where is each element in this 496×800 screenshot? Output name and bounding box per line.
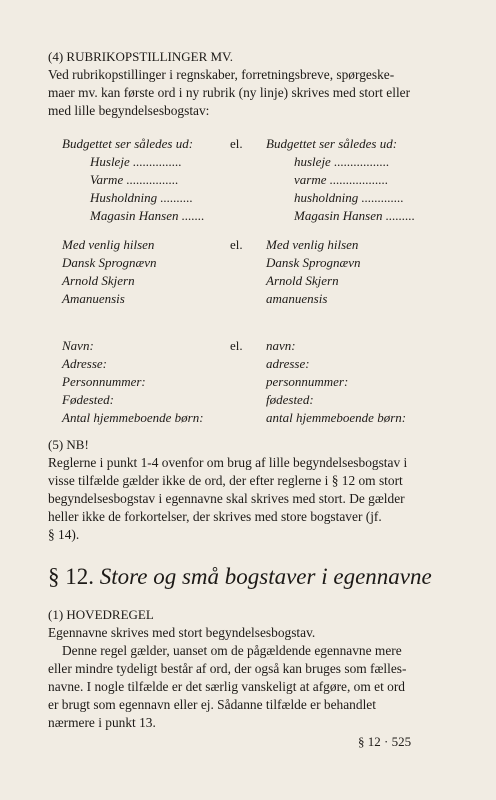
nb-heading: (5) NB! <box>48 437 89 452</box>
rubrik-intro <box>48 66 450 120</box>
hovedregel-heading: (1) HOVEDREGEL <box>48 607 154 622</box>
example-line: Antal hjemmeboende børn: <box>62 410 204 425</box>
example-line: Dansk Sprognævn <box>62 255 157 270</box>
rubrik-intro-line: maer mv. kan første ord i ny rubrik (ny linje) skrives med stort eller <box>48 85 411 100</box>
example-line: Dansk Sprognævn <box>266 255 361 270</box>
example-line: personnummer: <box>266 374 349 389</box>
example-line: Husleje ............... <box>90 154 182 169</box>
greeting-example-right <box>266 236 361 308</box>
or-label: el. <box>230 136 243 151</box>
budget-example-right <box>266 135 415 225</box>
example-line: Arnold Skjern <box>266 273 339 288</box>
hovedregel-line: eller mindre tydeligt består af ord, der også kan bruges som fælles- <box>48 661 407 676</box>
example-line: husholdning ............. <box>294 190 404 205</box>
nb-line: begyndelsesbogstav i egennavne skal skrives med stort. De gælder <box>48 491 405 506</box>
example-line: Amanuensis <box>62 291 125 306</box>
or-label: el. <box>230 237 243 252</box>
example-line: Med venlig hilsen <box>62 237 155 252</box>
budget-example-left <box>62 135 204 225</box>
example-line: Magasin Hansen ....... <box>90 208 205 223</box>
hovedregel-line: Denne regel gælder, uanset om de pågældende egennavne mere <box>62 643 402 658</box>
example-line: husleje ................. <box>294 154 390 169</box>
form-example-right <box>266 337 406 427</box>
rubrik-intro-line: med lille begyndelsesbogstav: <box>48 103 210 118</box>
hovedregel-line: er brugt som egennavn eller ej. Sådanne tilfælde er behandlet <box>48 697 376 712</box>
hovedregel-paragraph <box>48 642 450 732</box>
section-title-text: Store og små bogstaver i egennavne <box>99 564 432 589</box>
example-line: antal hjemmeboende børn: <box>266 410 407 425</box>
example-line: Fødested: <box>62 392 114 407</box>
rubrik-heading: (4) RUBRIKOPSTILLINGER MV. <box>48 49 234 64</box>
nb-line: Reglerne i punkt 1-4 ovenfor om brug af lille begyndelsesbogstav i <box>48 455 408 470</box>
form-example-left <box>62 337 204 427</box>
nb-line: heller ikke de forkortelser, der skrives med store bogstaver (jf. <box>48 509 382 524</box>
example-line: Magasin Hansen ......... <box>294 208 415 223</box>
rubrik-intro-line: Ved rubrikopstillinger i regnskaber, forretningsbreve, spørgeske- <box>48 67 395 82</box>
example-line: Budgettet ser således ud: <box>62 136 194 151</box>
section-title <box>48 562 432 592</box>
example-line: adresse: <box>266 356 310 371</box>
example-line: Varme ................ <box>90 172 179 187</box>
hovedregel-line: nærmere i punkt 13. <box>48 715 156 730</box>
section-number: § 12. <box>48 564 94 589</box>
example-line: Navn: <box>62 338 94 353</box>
or-label: el. <box>230 338 243 353</box>
example-line: navn: <box>266 338 296 353</box>
example-line: Budgettet ser således ud: <box>266 136 398 151</box>
example-line: Husholdning .......... <box>90 190 193 205</box>
example-line: varme .................. <box>294 172 389 187</box>
page-number: § 12 · 525 <box>358 734 412 749</box>
nb-paragraph <box>48 454 450 544</box>
example-line: amanuensis <box>266 291 328 306</box>
example-line: fødested: <box>266 392 314 407</box>
nb-line: § 14). <box>48 527 80 542</box>
greeting-example-left <box>62 236 157 308</box>
example-line: Arnold Skjern <box>62 273 135 288</box>
nb-line: visse tilfælde gælder ikke de ord, der efter reglerne i § 12 om stort <box>48 473 403 488</box>
hovedregel-rule: Egennavne skrives med stort begyndelsesbogstav. <box>48 625 316 640</box>
hovedregel-line: navne. I nogle tilfælde er det særlig vanskeligt at afgøre, om et ord <box>48 679 405 694</box>
example-line: Med venlig hilsen <box>266 237 359 252</box>
example-line: Adresse: <box>62 356 108 371</box>
example-line: Personnummer: <box>62 374 146 389</box>
